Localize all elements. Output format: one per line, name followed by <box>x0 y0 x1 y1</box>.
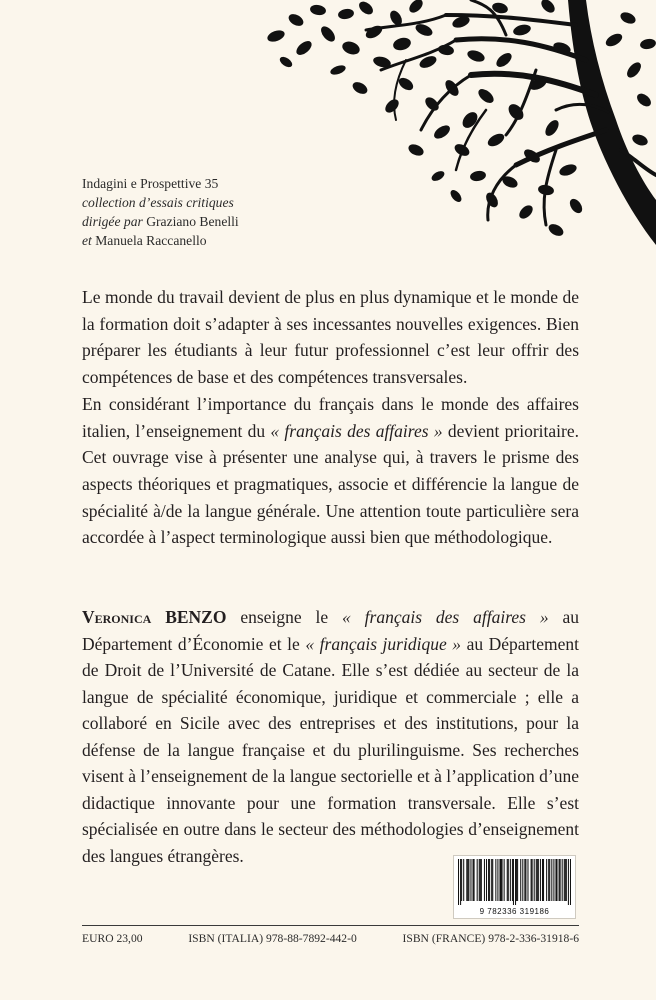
barcode-bar <box>460 859 461 905</box>
series-subtitle: collection d’essais critiques <box>82 195 234 210</box>
barcode-bar <box>501 859 502 901</box>
barcode-bar <box>522 859 523 901</box>
series-director-line: dirigée par Graziano Benelli <box>82 214 239 229</box>
barcode-bar <box>570 859 571 905</box>
barcode-bar <box>513 859 514 905</box>
price: EURO 23,00 <box>82 932 143 945</box>
barcode-bar <box>534 859 535 901</box>
barcode-bar <box>489 859 490 901</box>
barcode-bar <box>517 859 518 901</box>
collection-info <box>82 174 239 250</box>
barcode-bar <box>461 859 462 901</box>
abstract-paragraph-1: Le monde du travail devient de plus en plus dynamique et le monde de la formation doit s’adapter à ses incessantes nouvelles exigences. Bien préparer les étudiants à leur futur professionnel c’est leur offrir des compétences de base et des compétences transversales. <box>82 287 579 388</box>
barcode-bar <box>536 859 537 901</box>
barcode-bar <box>499 859 500 901</box>
barcode-bar <box>562 859 563 901</box>
barcode-bar <box>549 859 550 901</box>
series-director-line-2: et Manuela Raccanello <box>82 233 207 248</box>
barcode-bar <box>537 859 538 901</box>
barcode-bar <box>488 859 489 901</box>
director-1: Graziano Benelli <box>146 214 239 229</box>
barcode-bar <box>497 859 498 901</box>
barcode-bar <box>468 859 469 901</box>
author-bio <box>82 604 579 869</box>
barcode-bar <box>516 859 517 901</box>
abstract-paragraph-2: En considérant l’importance du français dans le monde des affaires italien, l’enseignement du « français des affaires » devient prioritaire. Cet ouvrage vise à présenter une analyse qui, à travers le prisme des aspects théoriques et pragmatiques, associe et différencie la langue de spécialité à/de la langue générale. Une attention toute particulière sera accordée à l’aspect terminologique aussi bien que méthodologique. <box>82 393 580 548</box>
barcode-bar <box>479 859 480 901</box>
footer-info <box>82 925 579 945</box>
barcode-bar <box>486 859 487 901</box>
barcode-bar <box>484 859 485 901</box>
barcode-bar <box>504 859 505 901</box>
series-title: Indagini e Prospettive 35 <box>82 176 219 191</box>
isbn-barcode <box>453 855 576 919</box>
barcode-bar <box>548 859 549 901</box>
barcode-bar <box>556 859 557 901</box>
barcode-bar <box>559 859 560 901</box>
barcode-bar <box>495 859 496 901</box>
book-abstract <box>82 284 579 551</box>
barcode-bar <box>551 859 552 901</box>
barcode-digits: 9 782336 319186 <box>479 907 550 916</box>
barcode-bar <box>507 859 508 901</box>
barcode-bar <box>510 859 511 901</box>
barcode-bar <box>481 859 482 901</box>
barcode-bar <box>546 859 547 901</box>
emphasis-francais-des-affaires: « français des affaires » <box>270 420 443 441</box>
barcode-bar <box>502 859 503 901</box>
barcode-bar <box>564 859 565 901</box>
barcode-bar <box>568 859 569 905</box>
barcode-bar <box>560 859 561 901</box>
barcode-bar <box>480 859 481 901</box>
barcode-bar <box>543 859 544 901</box>
barcode-bar <box>527 859 528 901</box>
director-2: Manuela Raccanello <box>95 233 207 248</box>
barcode-bar <box>524 859 525 901</box>
barcode-bar <box>470 859 471 901</box>
barcode-bar <box>542 859 543 901</box>
barcode-bar <box>531 859 532 901</box>
barcode-bar <box>466 859 467 901</box>
barcode-bars <box>458 859 571 905</box>
barcode-bar <box>555 859 556 901</box>
barcode-bar <box>508 859 509 901</box>
barcode-bar <box>463 859 464 901</box>
barcode-bar <box>473 859 474 901</box>
barcode-bar <box>566 859 567 901</box>
barcode-bar <box>467 859 468 901</box>
isbn-italia: ISBN (ITALIA) 978-88-7892-442-0 <box>188 932 357 945</box>
barcode-bar <box>477 859 478 901</box>
barcode-bar <box>540 859 541 901</box>
barcode-bar <box>512 859 513 901</box>
barcode-bar <box>474 859 475 901</box>
author-bio-paragraph: Veronica BENZO enseigne le « français des affaires » au Département d’Économie et le « français juridique » au Département de Droit de l’Université de Catane. Elle s’est dédiée au secteur de la langue de spécialité économique, juridique et commerciale ; elle a collaboré en Sicile avec des entreprises et des institutions, pour la défense de la langue française et du plurilinguisme. Ses recherches visent à l’enseignement de la langue sectorielle et à l’application d’une didactique innovante pour une formation transversale. Elle s’est spécialisée en outre dans le secteur des méthodologies d’enseignement des langues étrangères. <box>82 607 579 866</box>
barcode-bar <box>525 859 526 901</box>
author-name: Veronica BENZO <box>82 607 227 627</box>
barcode-bar <box>520 859 521 901</box>
isbn-france: ISBN (FRANCE) 978-2-336-31918-6 <box>402 932 579 945</box>
barcode-bar <box>565 859 566 901</box>
tree-silhouette-illustration <box>256 0 656 245</box>
barcode-bar <box>491 859 492 901</box>
barcode-bar <box>492 859 493 901</box>
barcode-bar <box>553 859 554 901</box>
barcode-bar <box>532 859 533 901</box>
barcode-bar <box>538 859 539 901</box>
barcode-bar <box>458 859 459 905</box>
barcode-bar <box>515 859 516 905</box>
